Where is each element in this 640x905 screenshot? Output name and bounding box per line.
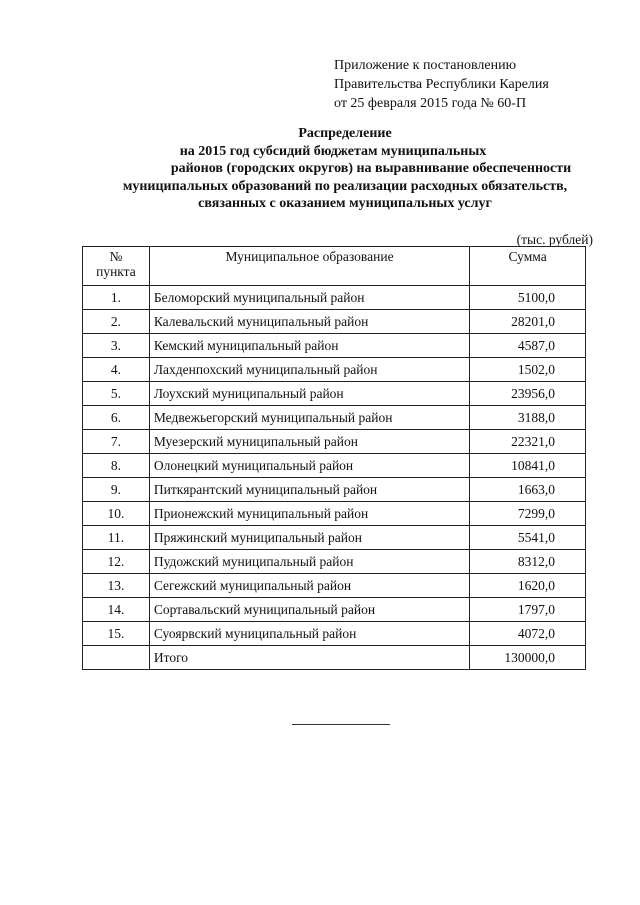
title-line-1: Распределение bbox=[298, 126, 392, 141]
row-municipality: Сортавальский муниципальный район bbox=[149, 598, 469, 622]
row-sum: 1797,0 bbox=[470, 598, 586, 622]
table-header-row bbox=[83, 247, 586, 286]
row-sum: 7299,0 bbox=[470, 502, 586, 526]
row-number: 8. bbox=[83, 454, 150, 478]
row-number: 14. bbox=[83, 598, 150, 622]
row-number: 15. bbox=[83, 622, 150, 646]
header-municipality: Муниципальное образование bbox=[149, 247, 469, 286]
row-number: 9. bbox=[83, 478, 150, 502]
table-row bbox=[83, 598, 586, 622]
row-number: 7. bbox=[83, 430, 150, 454]
row-sum: 22321,0 bbox=[470, 430, 586, 454]
table-row bbox=[83, 358, 586, 382]
row-municipality: Беломорский муниципальный район bbox=[149, 286, 469, 310]
table-row bbox=[83, 502, 586, 526]
header-sum: Сумма bbox=[470, 247, 586, 286]
row-sum: 10841,0 bbox=[470, 454, 586, 478]
table-row bbox=[83, 430, 586, 454]
row-sum: 1620,0 bbox=[470, 574, 586, 598]
total-number bbox=[83, 646, 150, 670]
appendix-line-3: от 25 февраля 2015 года № 60-П bbox=[334, 96, 527, 111]
row-sum: 1502,0 bbox=[470, 358, 586, 382]
row-municipality: Олонецкий муниципальный район bbox=[149, 454, 469, 478]
row-number: 1. bbox=[83, 286, 150, 310]
row-sum: 28201,0 bbox=[470, 310, 586, 334]
total-sum: 130000,0 bbox=[470, 646, 586, 670]
row-sum: 5541,0 bbox=[470, 526, 586, 550]
table-row bbox=[83, 334, 586, 358]
row-sum: 4587,0 bbox=[470, 334, 586, 358]
row-municipality: Муезерский муниципальный район bbox=[149, 430, 469, 454]
row-sum: 23956,0 bbox=[470, 382, 586, 406]
row-municipality: Питкярантский муниципальный район bbox=[149, 478, 469, 502]
total-label: Итого bbox=[149, 646, 469, 670]
row-number: 10. bbox=[83, 502, 150, 526]
title-line-3: районов (городских округов) на выравнивание обеспеченности bbox=[170, 161, 572, 176]
table-row bbox=[83, 286, 586, 310]
row-number: 13. bbox=[83, 574, 150, 598]
row-number: 3. bbox=[83, 334, 150, 358]
row-sum: 4072,0 bbox=[470, 622, 586, 646]
title-line-2: на 2015 год субсидий бюджетам муниципальных bbox=[179, 143, 487, 159]
header-number-line-2: пункта bbox=[96, 264, 136, 279]
row-municipality: Калевальский муниципальный район bbox=[149, 310, 469, 334]
row-municipality: Пряжинский муниципальный район bbox=[149, 526, 469, 550]
row-sum: 5100,0 bbox=[470, 286, 586, 310]
distribution-table bbox=[82, 246, 586, 670]
document-title bbox=[80, 125, 610, 213]
row-municipality: Прионежский муниципальный район bbox=[149, 502, 469, 526]
row-sum: 8312,0 bbox=[470, 550, 586, 574]
appendix-line-1: Приложение к постановлению bbox=[334, 58, 517, 73]
row-number: 11. bbox=[83, 526, 150, 550]
table-row bbox=[83, 526, 586, 550]
row-sum: 1663,0 bbox=[470, 478, 586, 502]
units-label: (тыс. рублей) bbox=[516, 232, 593, 247]
row-municipality: Лоухский муниципальный район bbox=[149, 382, 469, 406]
appendix-line-2: Правительства Республики Карелия bbox=[334, 77, 549, 92]
header-number bbox=[83, 247, 150, 286]
table-row bbox=[83, 406, 586, 430]
header-number-line-1: № bbox=[109, 249, 123, 264]
table-row bbox=[83, 310, 586, 334]
row-municipality: Лахденпохский муниципальный район bbox=[149, 358, 469, 382]
table-row bbox=[83, 574, 586, 598]
title-line-4: муниципальных образований по реализации расходных обязательств, bbox=[122, 178, 568, 194]
appendix-note bbox=[334, 56, 549, 113]
row-number: 6. bbox=[83, 406, 150, 430]
row-municipality: Медвежьегорский муниципальный район bbox=[149, 406, 469, 430]
row-number: 2. bbox=[83, 310, 150, 334]
table-total-row bbox=[83, 646, 586, 670]
table-row bbox=[83, 382, 586, 406]
row-number: 4. bbox=[83, 358, 150, 382]
row-municipality: Суоярвский муниципальный район bbox=[149, 622, 469, 646]
row-number: 5. bbox=[83, 382, 150, 406]
row-municipality: Сегежский муниципальный район bbox=[149, 574, 469, 598]
table-row bbox=[83, 454, 586, 478]
row-sum: 3188,0 bbox=[470, 406, 586, 430]
table-row bbox=[83, 622, 586, 646]
row-municipality: Пудожский муниципальный район bbox=[149, 550, 469, 574]
row-number: 12. bbox=[83, 550, 150, 574]
title-line-5: связанных с оказанием муниципальных услуг bbox=[198, 196, 492, 211]
table-row bbox=[83, 550, 586, 574]
table-body bbox=[83, 286, 586, 670]
row-municipality: Кемский муниципальный район bbox=[149, 334, 469, 358]
table-row bbox=[83, 478, 586, 502]
closing-line-divider bbox=[292, 724, 390, 725]
